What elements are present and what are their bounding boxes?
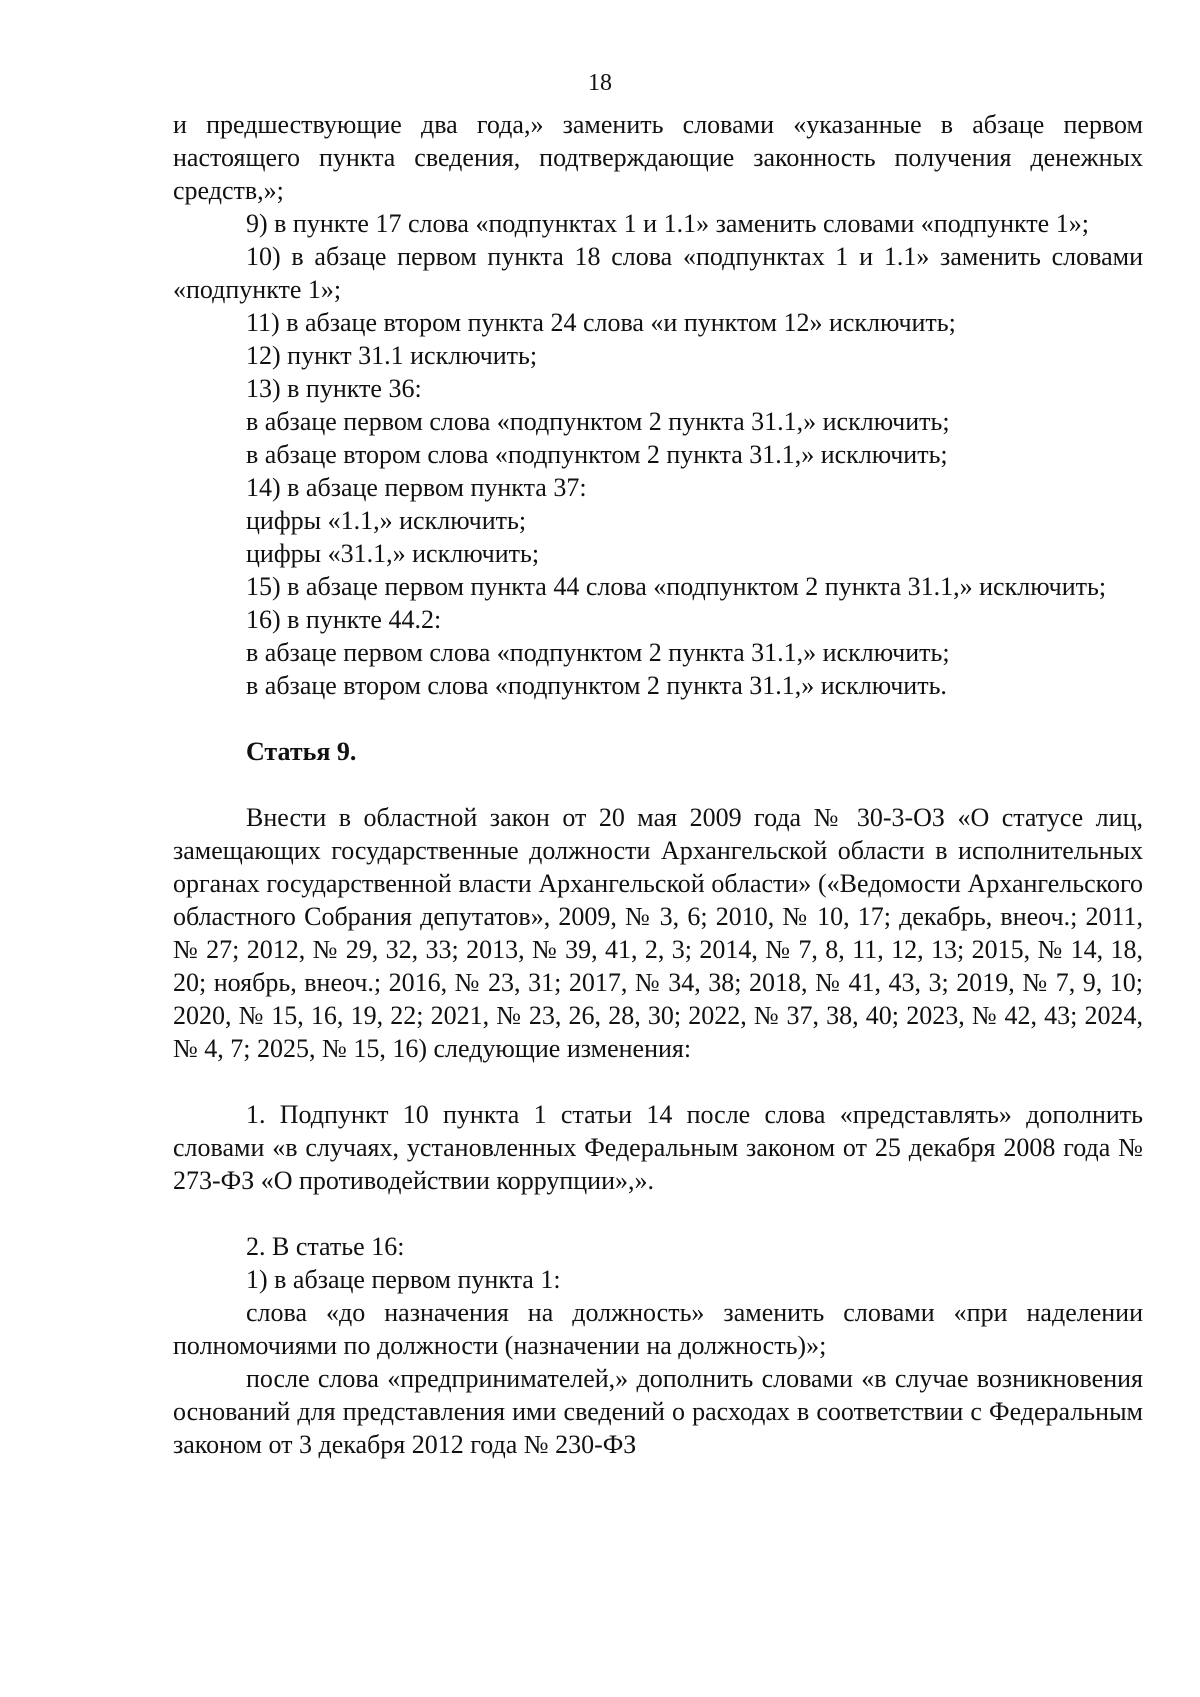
paragraph-item-14-b: цифры «31.1,» исключить; bbox=[246, 539, 540, 568]
paragraph-item-14-a: цифры «1.1,» исключить; bbox=[246, 506, 527, 535]
paragraph-item-16-b: в абзаце втором слова «подпунктом 2 пункта 31.1,» исключить. bbox=[246, 671, 947, 700]
paragraph-item-13-a: в абзаце первом слова «подпунктом 2 пункта 31.1,» исключить; bbox=[246, 407, 950, 436]
paragraph-item-14: 14) в абзаце первом пункта 37: bbox=[246, 473, 587, 502]
paragraph-point-2-1: 1) в абзаце первом пункта 1: bbox=[246, 1265, 561, 1294]
paragraph-item-12: 12) пункт 31.1 исключить; bbox=[246, 341, 538, 370]
paragraph-item-11: 11) в абзаце втором пункта 24 слова «и пунктом 12» исключить; bbox=[246, 308, 956, 337]
paragraph-point-2: 2. В статье 16: bbox=[246, 1232, 405, 1261]
paragraph-item-15: 15) в абзаце первом пункта 44 слова «подпунктом 2 пункта 31.1,» исключить; bbox=[246, 572, 1107, 601]
paragraph-item-13-b: в абзаце втором слова «подпунктом 2 пункта 31.1,» исключить; bbox=[246, 440, 948, 469]
paragraph-article-intro: Внести в областной закон от 20 мая 2009 года № 30-3-ОЗ «О статусе лиц, замещающих государственные должности Архангельской области в исполнительных органах государственной власти Архангельской области» («Ведомости Архангельского областного Собрания депутатов», 2009, № 3, 6; 2010, № 10, 17; декабрь, внеоч.; 2011, № 27; 2012, № 29, 32, 33; 2013, № 39, 41, 2, 3; 2014, № 7, 8, 11, 12, 13; 2015, № 14, 18, 20; ноябрь, внеоч.; 2016, № 23, 31; 2017, № 34, 38; 2018, № 41, 43, 3; 2019, № 7, 9, 10; 2020, № 15, 16, 19, 22; 2021, № 23, 26, 28, 30; 2022, № 37, 38, 40; 2023, № 42, 43; 2024, № 4, 7; 2025, № 15, 16) следующие изменения: bbox=[173, 803, 1143, 1063]
paragraph-item-13: 13) в пункте 36: bbox=[246, 374, 422, 403]
paragraph-item-16-a: в абзаце первом слова «подпунктом 2 пункта 31.1,» исключить; bbox=[246, 638, 950, 667]
paragraph-point-1: 1. Подпункт 10 пункта 1 статьи 14 после слова «представлять» дополнить словами «в случаях, установленных Федеральным законом от 25 декабря 2008 года № 273-ФЗ «О противодействии коррупции»,». bbox=[173, 1100, 1143, 1195]
article-heading: Статья 9. bbox=[246, 737, 357, 766]
page-number: 18 bbox=[588, 70, 612, 96]
paragraph-item-10: 10) в абзаце первом пункта 18 слова «подпунктах 1 и 1.1» заменить словами «подпункте 1»; bbox=[173, 242, 1143, 304]
paragraph-point-2-1-a: слова «до назначения на должность» заменить словами «при наделении полномочиями по должности (назначении на должность)»; bbox=[173, 1298, 1143, 1360]
paragraph-point-2-1-b: после слова «предпринимателей,» дополнить словами «в случае возникновения оснований для представления ими сведений о расходах в соответствии с Федеральным законом от 3 декабря 2012 года № 230-ФЗ bbox=[173, 1364, 1143, 1459]
paragraph-item-9: 9) в пункте 17 слова «подпунктах 1 и 1.1» заменить словами «подпункте 1»; bbox=[246, 209, 1089, 238]
paragraph-1: и предшествующие два года,» заменить словами «указанные в абзаце первом настоящего пункта сведения, подтверждающие законность получения денежных средств,»; bbox=[173, 110, 1143, 205]
document-body bbox=[173, 108, 1143, 1461]
paragraph-item-16: 16) в пункте 44.2: bbox=[246, 605, 442, 634]
